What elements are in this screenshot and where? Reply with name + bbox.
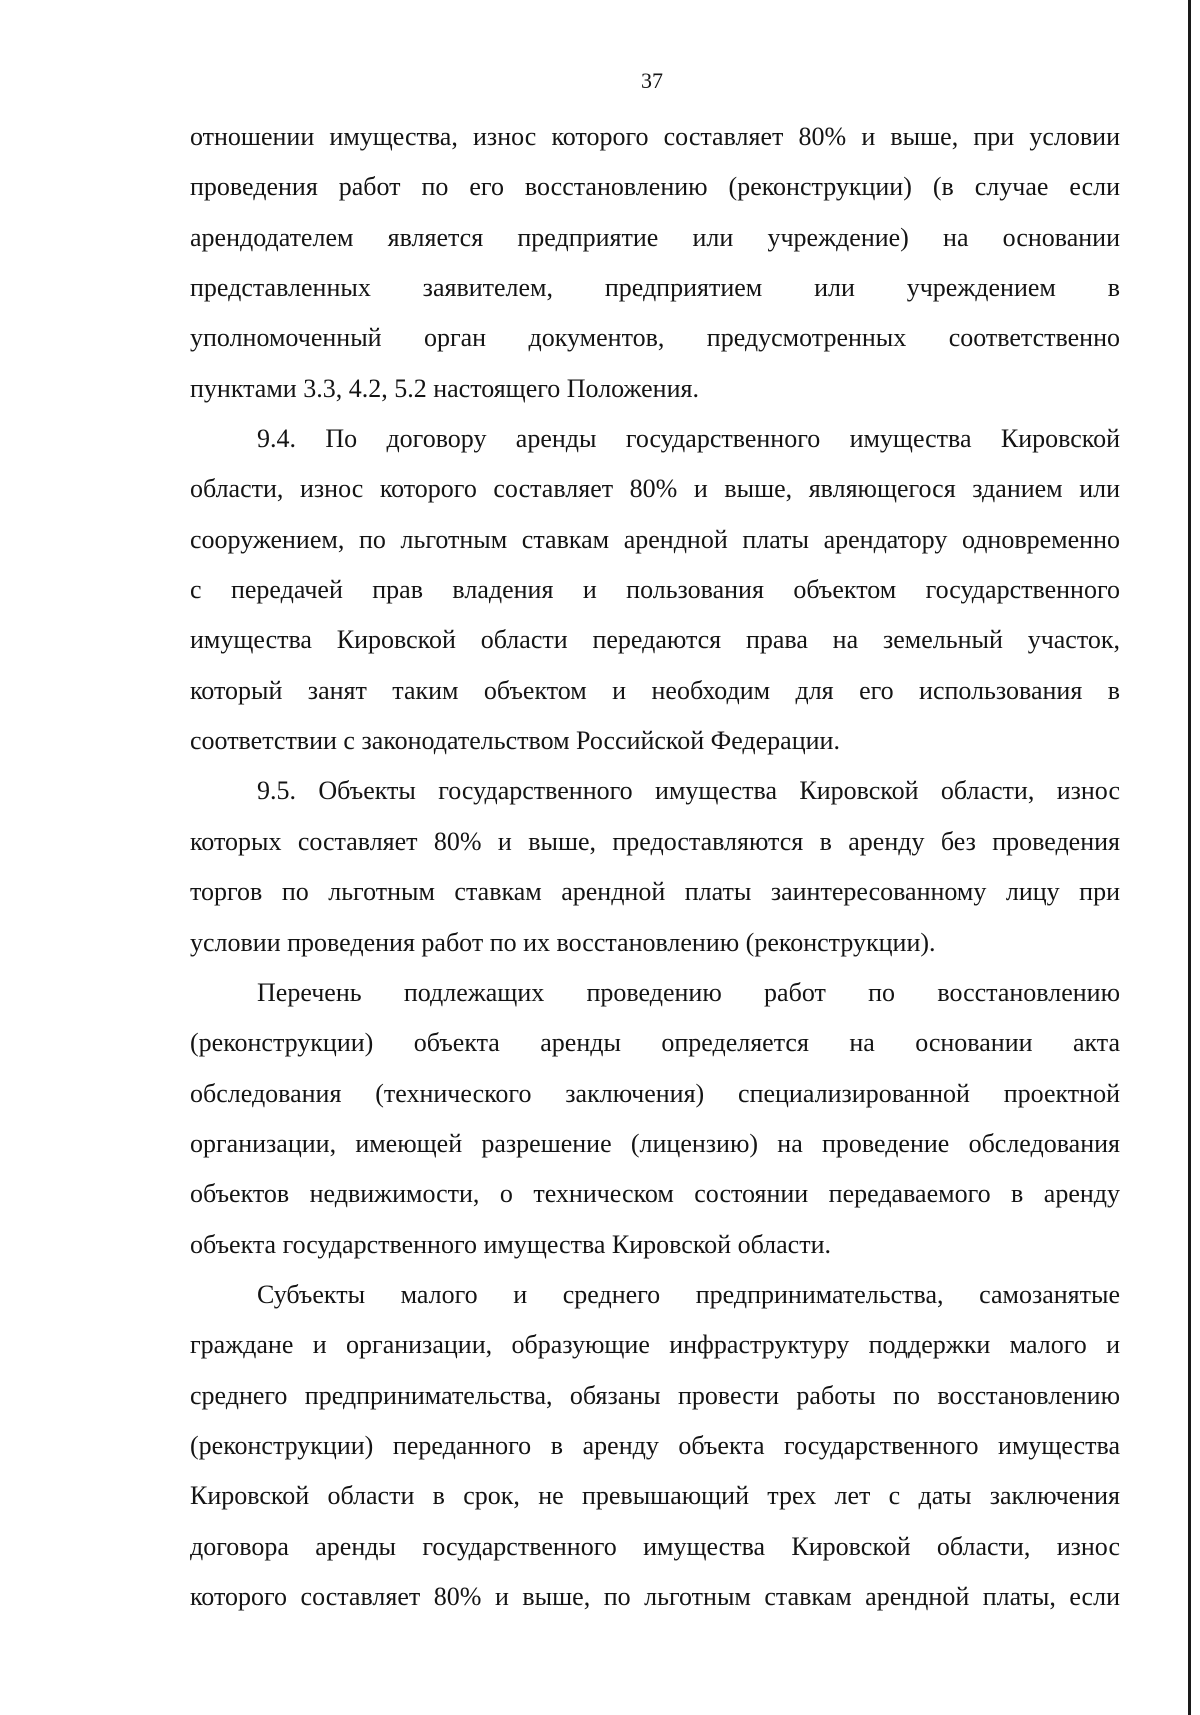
text-line: области, износ которого составляет 80% и выше, являющегося зданием или	[190, 474, 1120, 504]
scan-edge-line	[1188, 0, 1191, 1715]
text-line: которых составляет 80% и выше, предоставляются в аренду без проведения	[190, 826, 1120, 856]
text-line: обследования (технического заключения) специализированной проектной	[190, 1078, 1120, 1108]
text-line: граждане и организации, образующие инфраструктуру поддержки малого и	[190, 1330, 1120, 1360]
text-line: имущества Кировской области передаются права на земельный участок,	[190, 625, 1120, 655]
text-line: Субъекты малого и среднего предпринимательства, самозанятые	[257, 1279, 1120, 1309]
page-number: 37	[641, 68, 663, 93]
text-line: уполномоченный орган документов, предусмотренных соответственно	[190, 323, 1120, 353]
text-line: среднего предпринимательства, обязаны провести работы по восстановлению	[190, 1380, 1120, 1410]
text-line: отношении имущества, износ которого составляет 80% и выше, при условии	[190, 122, 1120, 151]
text-line: 9.4. По договору аренды государственного имущества Кировской	[257, 424, 1120, 454]
text-line: с передачей прав владения и пользования объектом государственного	[190, 575, 1120, 605]
text-line: представленных заявителем, предприятием или учреждением в	[190, 273, 1120, 303]
text-line: торгов по льготным ставкам арендной платы заинтересованному лицу при	[190, 877, 1120, 907]
text-line: объектов недвижимости, о техническом состоянии передаваемого в аренду	[190, 1179, 1120, 1209]
text-line: арендодателем является предприятие или учреждение) на основании	[190, 222, 1120, 252]
text-line: пунктами 3.3, 4.2, 5.2 настоящего Положения.	[190, 373, 699, 403]
document-body-text	[190, 112, 1120, 1622]
text-line: который занят таким объектом и необходим для его использования в	[190, 675, 1120, 705]
text-line: организации, имеющей разрешение (лицензию) на проведение обследования	[190, 1128, 1120, 1158]
text-line: соответствии с законодательством Российской Федерации.	[190, 726, 840, 756]
text-line: Кировской области в срок, не превышающий трех лет с даты заключения	[190, 1481, 1120, 1511]
text-line: (реконструкции) переданного в аренду объекта государственного имущества	[190, 1430, 1120, 1460]
text-line: 9.5. Объекты государственного имущества Кировской области, износ	[257, 776, 1120, 806]
text-line: условии проведения работ по их восстановлению (реконструкции).	[190, 927, 936, 957]
text-line: (реконструкции) объекта аренды определяется на основании акта	[190, 1028, 1120, 1058]
text-line: договора аренды государственного имущества Кировской области, износ	[190, 1531, 1120, 1561]
text-line: Перечень подлежащих проведению работ по восстановлению	[257, 977, 1120, 1007]
text-line: сооружением, по льготным ставкам арендной платы арендатору одновременно	[190, 524, 1120, 554]
text-line: проведения работ по его восстановлению (реконструкции) (в случае если	[190, 172, 1120, 202]
text-line: объекта государственного имущества Кировской области.	[190, 1229, 831, 1259]
text-line: которого составляет 80% и выше, по льготным ставкам арендной платы, если	[190, 1581, 1120, 1611]
